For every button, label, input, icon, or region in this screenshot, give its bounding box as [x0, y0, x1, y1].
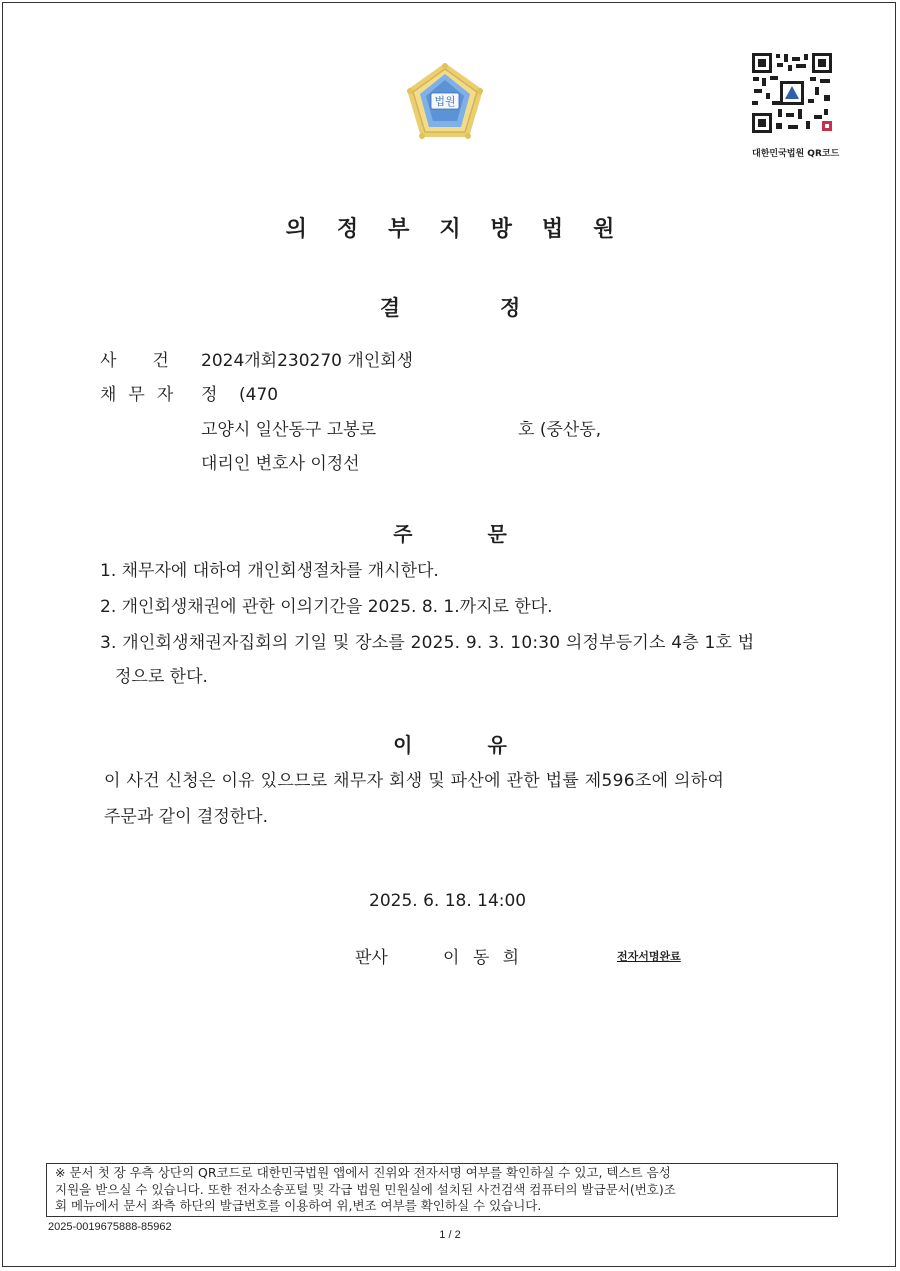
debtor-address-prefix: 고양시 일산동구 고봉로 — [201, 420, 377, 440]
debtor-name: 정 (470 — [201, 385, 279, 405]
order-heading: 주문 — [393, 522, 582, 546]
verification-notice — [46, 1163, 838, 1217]
case-label: 사건 — [100, 351, 205, 371]
decision-date: 2025. 6. 18. 14:00 — [369, 891, 527, 911]
reason-line-1: 이 사건 신청은 이유 있으므로 채무자 회생 및 파산에 관한 법률 제596조에 의하여 — [104, 771, 725, 791]
case-value: 2024개회230270 개인회생 — [201, 351, 414, 371]
judge-name: 이 동 희 — [443, 948, 524, 968]
judge-title: 판사 — [355, 948, 388, 968]
qr-caption: 대한민국법원 QR코드 — [752, 149, 840, 159]
court-name: 의정부지방법원 — [285, 217, 645, 242]
court-seal-emblem — [404, 60, 486, 142]
order-item-3-cont: 정으로 한다. — [115, 667, 208, 687]
reason-heading: 이유 — [393, 733, 582, 757]
notice-line-1: ※ 문서 첫 장 우측 상단의 QR코드로 대한민국법원 앱에서 진위와 전자서명 여부를 확인하실 수 있고, 텍스트 음성 — [55, 1165, 671, 1180]
debtor-representative: 대리인 변호사 이정선 — [201, 454, 360, 474]
debtor-address-suffix: 호 (중산동, — [518, 420, 602, 440]
electronic-signature-mark: 전자서명완료 — [617, 950, 681, 963]
reason-line-2: 주문과 같이 결정한다. — [104, 807, 269, 827]
notice-line-3: 회 메뉴에서 문서 좌측 하단의 발급번호를 이용하여 위,변조 여부를 확인하실 수 있습니다. — [55, 1198, 542, 1213]
qr-code[interactable] — [750, 51, 834, 135]
order-item-3: 3. 개인회생채권자집회의 기일 및 장소를 2025. 9. 3. 10:30 의정부등기소 4층 1호 법 — [100, 633, 755, 653]
document-type: 결정 — [379, 296, 621, 320]
page-number: 1 / 2 — [439, 1229, 461, 1241]
issue-number: 2025-0019675888-85962 — [48, 1221, 172, 1233]
order-item-2: 2. 개인회생채권에 관한 이의기간을 2025. 8. 1.까지로 한다. — [100, 597, 553, 617]
order-item-1: 1. 채무자에 대하여 개인회생절차를 개시한다. — [100, 561, 439, 581]
notice-line-2: 지원을 받으실 수 있습니다. 또한 전자소송포털 및 각급 법원 민원실에 설치된 사건검색 컴퓨터의 발급문서(번호)조 — [55, 1181, 676, 1197]
seal-label: 법원 — [434, 95, 456, 108]
debtor-label: 채무자 — [100, 385, 186, 405]
